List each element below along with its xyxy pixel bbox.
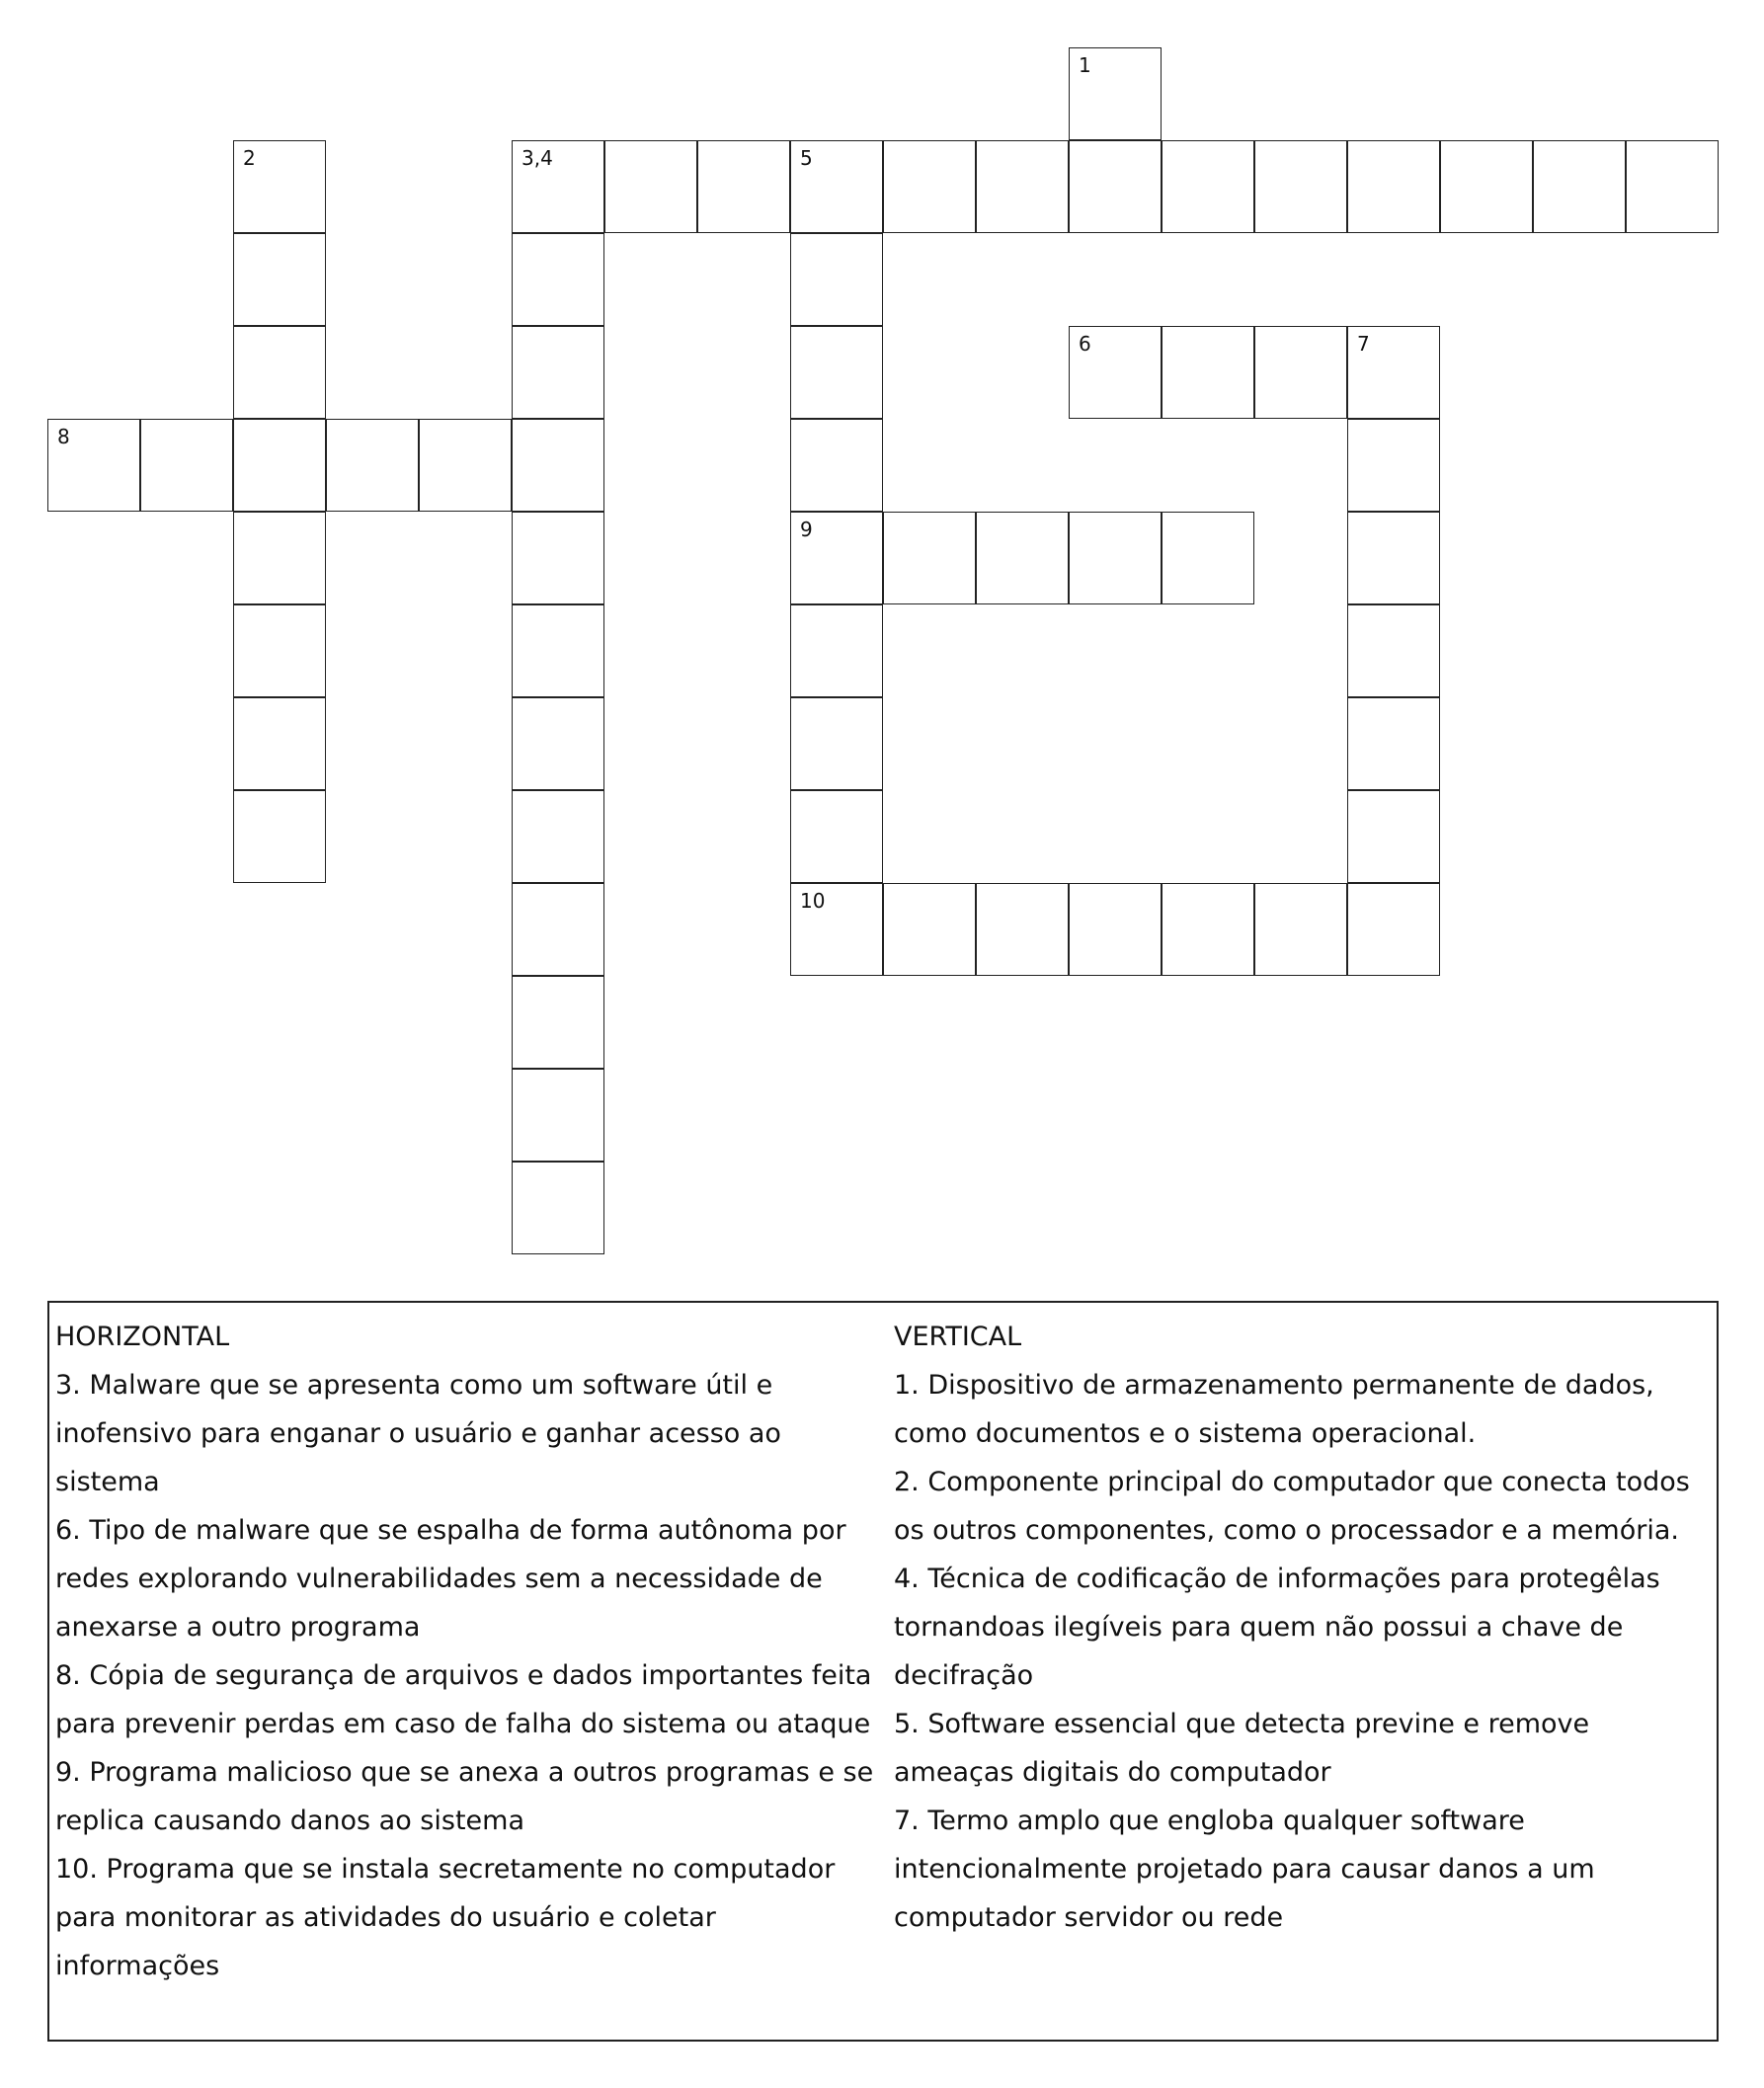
crossword-cell[interactable]	[1162, 140, 1254, 233]
crossword-cell[interactable]	[233, 140, 326, 233]
crossword-cell[interactable]	[233, 697, 326, 790]
vertical-clues	[894, 1313, 1714, 1942]
crossword-cell[interactable]	[790, 790, 883, 883]
crossword-cell[interactable]	[976, 140, 1069, 233]
crossword-cell[interactable]	[790, 326, 883, 419]
crossword-cell[interactable]	[1069, 883, 1162, 976]
crossword-cell[interactable]	[1254, 140, 1347, 233]
crossword-cell[interactable]	[512, 419, 604, 512]
crossword-cell[interactable]	[976, 512, 1069, 604]
crossword-cell[interactable]	[790, 140, 883, 233]
crossword-cell[interactable]	[790, 883, 883, 976]
clue-horizontal-6: 6. Tipo de malware que se espalha de forma autônoma por redes explorando vulnerabilidades sem a necessidade de anexarse a outro programa	[55, 1515, 846, 1643]
crossword-cell[interactable]	[47, 419, 140, 512]
clue-number: 8	[57, 425, 70, 448]
horizontal-heading: HORIZONTAL	[55, 1322, 230, 1352]
crossword-cell[interactable]	[512, 140, 604, 233]
clue-number: 1	[1079, 53, 1091, 77]
crossword-cell[interactable]	[883, 512, 976, 604]
clue-number: 9	[800, 518, 813, 541]
crossword-cell[interactable]	[1162, 883, 1254, 976]
crossword-cell[interactable]	[1069, 326, 1162, 419]
crossword-cell[interactable]	[512, 233, 604, 326]
crossword-cell[interactable]	[233, 233, 326, 326]
crossword-cell[interactable]	[1347, 419, 1440, 512]
crossword-cell[interactable]	[233, 790, 326, 883]
crossword-cell[interactable]	[1347, 697, 1440, 790]
crossword-cell[interactable]	[1254, 883, 1347, 976]
crossword-cell[interactable]	[976, 883, 1069, 976]
crossword-cell[interactable]	[233, 512, 326, 604]
crossword-cell[interactable]	[1347, 326, 1440, 419]
crossword-cell[interactable]	[1347, 512, 1440, 604]
crossword-cell[interactable]	[790, 604, 883, 697]
crossword-cell[interactable]	[512, 604, 604, 697]
crossword-cell[interactable]	[1347, 140, 1440, 233]
clue-number: 2	[243, 146, 256, 170]
crossword-cell[interactable]	[790, 233, 883, 326]
crossword-cell[interactable]	[883, 140, 976, 233]
crossword-cell[interactable]	[512, 326, 604, 419]
clue-vertical-1: 1. Dispositivo de armazenamento permanente de dados, como documentos e o sistema operacional.	[894, 1370, 1654, 1449]
crossword-cell[interactable]	[1069, 512, 1162, 604]
crossword-cell[interactable]	[233, 604, 326, 697]
clue-number: 5	[800, 146, 813, 170]
crossword-cell[interactable]	[512, 790, 604, 883]
crossword-cell[interactable]	[419, 419, 512, 512]
clue-number: 7	[1357, 332, 1370, 356]
crossword-cell[interactable]	[1069, 140, 1162, 233]
clue-horizontal-10: 10. Programa que se instala secretamente no computador para monitorar as atividades do usuário e coletar informações	[55, 1854, 836, 1981]
clue-vertical-4: 4. Técnica de codificação de informações para protegêlas tornandoas ilegíveis para quem não possui a chave de decifração	[894, 1564, 1660, 1691]
crossword-cell[interactable]	[1254, 326, 1347, 419]
clues-box	[47, 1301, 1719, 2042]
crossword-cell[interactable]	[790, 419, 883, 512]
crossword-cell[interactable]	[326, 419, 419, 512]
crossword-cell[interactable]	[512, 883, 604, 976]
horizontal-clues	[55, 1313, 885, 1990]
crossword-cell[interactable]	[1347, 883, 1440, 976]
crossword-cell[interactable]	[1162, 512, 1254, 604]
crossword-cell[interactable]	[1533, 140, 1626, 233]
crossword-cell[interactable]	[233, 326, 326, 419]
clue-number: 6	[1079, 332, 1091, 356]
crossword-cell[interactable]	[512, 976, 604, 1069]
crossword-cell[interactable]	[1162, 326, 1254, 419]
clue-horizontal-3: 3. Malware que se apresenta como um software útil e inofensivo para enganar o usuário e ganhar acesso ao sistema	[55, 1370, 781, 1497]
crossword-cell[interactable]	[1347, 790, 1440, 883]
crossword-cell[interactable]	[883, 883, 976, 976]
clue-number: 3,4	[521, 146, 553, 170]
crossword-cell[interactable]	[512, 512, 604, 604]
clue-vertical-2: 2. Componente principal do computador que conecta todos os outros componentes, como o processador e a memória.	[894, 1467, 1690, 1546]
crossword-cell[interactable]	[512, 697, 604, 790]
crossword-cell[interactable]	[604, 140, 697, 233]
crossword-cell[interactable]	[140, 419, 233, 512]
crossword-cell[interactable]	[1440, 140, 1533, 233]
crossword-cell[interactable]	[1069, 47, 1162, 140]
clue-horizontal-8: 8. Cópia de segurança de arquivos e dados importantes feita para prevenir perdas em caso de falha do sistema ou ataque	[55, 1660, 872, 1739]
crossword-cell[interactable]	[233, 419, 326, 512]
crossword-cell[interactable]	[1626, 140, 1719, 233]
clue-number: 10	[800, 889, 826, 913]
clue-vertical-7: 7. Termo amplo que engloba qualquer software intencionalmente projetado para causar danos a um computador servidor ou rede	[894, 1806, 1595, 1933]
crossword-cell[interactable]	[697, 140, 790, 233]
crossword-cell[interactable]	[790, 512, 883, 604]
crossword-cell[interactable]	[790, 697, 883, 790]
crossword-cell[interactable]	[1347, 604, 1440, 697]
clue-horizontal-9: 9. Programa malicioso que se anexa a outros programas e se replica causando danos ao sistema	[55, 1757, 874, 1836]
vertical-heading: VERTICAL	[894, 1322, 1022, 1352]
crossword-cell[interactable]	[512, 1069, 604, 1162]
clue-vertical-5: 5. Software essencial que detecta previne e remove ameaças digitais do computador	[894, 1709, 1590, 1788]
crossword-cell[interactable]	[512, 1162, 604, 1254]
